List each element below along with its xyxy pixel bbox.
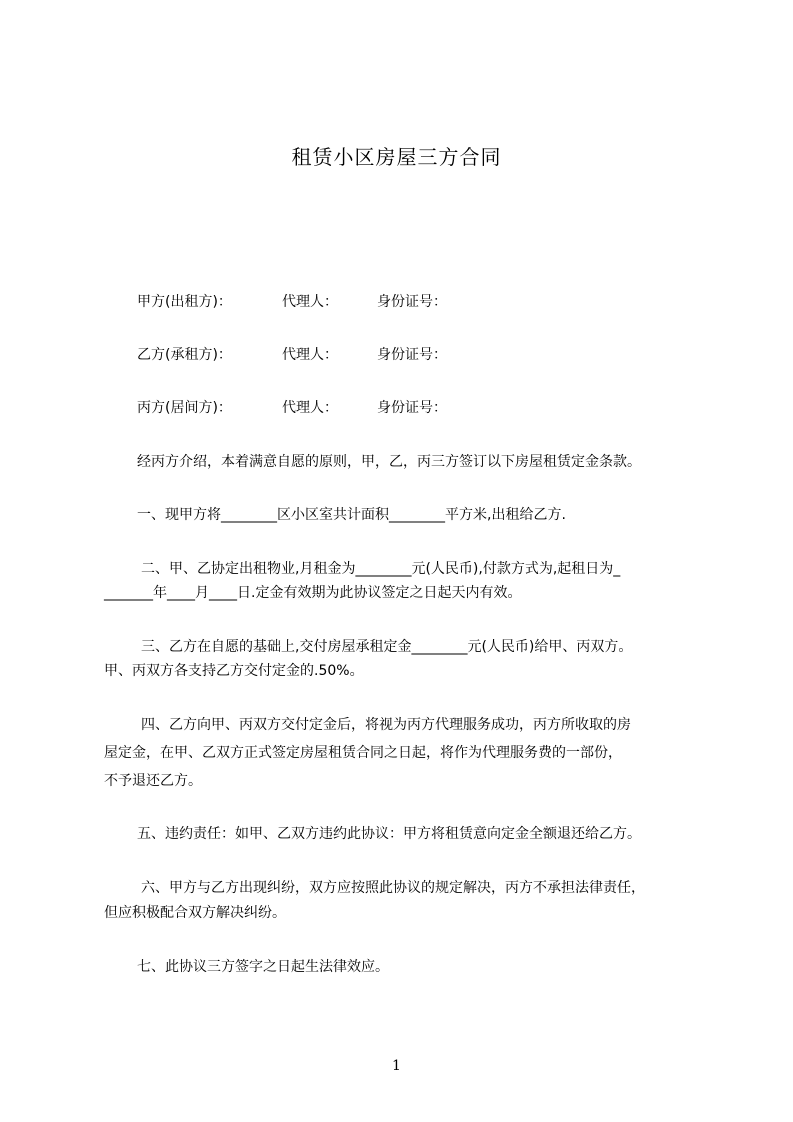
party-a-id-label: 身份证号： [377, 294, 447, 310]
party-c-label: 丙方(居间方)： [137, 400, 232, 416]
clause-4-line-3: 不予退还乙方。 [104, 773, 202, 789]
contract-title: 租赁小区房屋三方合同 [291, 145, 502, 169]
page-number: 1 [392, 1058, 401, 1074]
party-b-id-label: 身份证号： [377, 347, 447, 363]
party-a-agent-label: 代理人： [282, 294, 338, 310]
party-b-label: 乙方(承租方)： [137, 347, 232, 363]
clause-3-line-2: 甲、丙双方各支持乙方交付定金的.50%。 [104, 663, 364, 679]
party-c-id-label: 身份证号： [377, 400, 447, 416]
clause-1: 一、现甲方将________区小区室共计面积________平方米,出租给乙方. [137, 507, 566, 523]
clause-2-line-2: _______年____月____日.定金有效期为此协议签定之日起天内有效。 [104, 585, 522, 601]
clause-4-line-2: 屋定金，在甲、乙双方正式签定房屋租赁合同之日起，将作为代理服务费的一部份， [104, 745, 622, 761]
party-c-row [137, 398, 447, 418]
clause-6-line-2: 但应积极配合双方解决纠纷。 [104, 905, 286, 921]
clause-3-line-1: 三、乙方在自愿的基础上,交付房屋承租定金________元(人民币)给甲、丙双方。 [141, 639, 633, 655]
clause-6-line-1: 六、甲方与乙方出现纠纷，双方应按照此协议的规定解决，丙方不承担法律责任， [141, 880, 645, 896]
party-a-row [137, 292, 447, 312]
party-a-label: 甲方(出租方)： [137, 294, 232, 310]
intro-paragraph: 经丙方介绍，本着满意自愿的原则，甲，乙，丙三方签订以下房屋租赁定金条款。 [137, 454, 641, 470]
clause-5: 五、违约责任：如甲、乙双方违约此协议：甲方将租赁意向定金全额退还给乙方。 [137, 826, 641, 842]
clause-2-line-1: 二、甲、乙协定出租物业,月租金为________元(人民币),付款方式为,起租日为_ [141, 561, 621, 577]
party-c-agent-label: 代理人： [282, 400, 338, 416]
clause-7: 七、此协议三方签字之日起生法律效应。 [137, 959, 389, 975]
clause-4-line-1: 四、乙方向甲、丙双方交付定金后，将视为丙方代理服务成功，丙方所收取的房 [141, 717, 631, 733]
party-b-row [137, 345, 447, 365]
party-b-agent-label: 代理人： [282, 347, 338, 363]
